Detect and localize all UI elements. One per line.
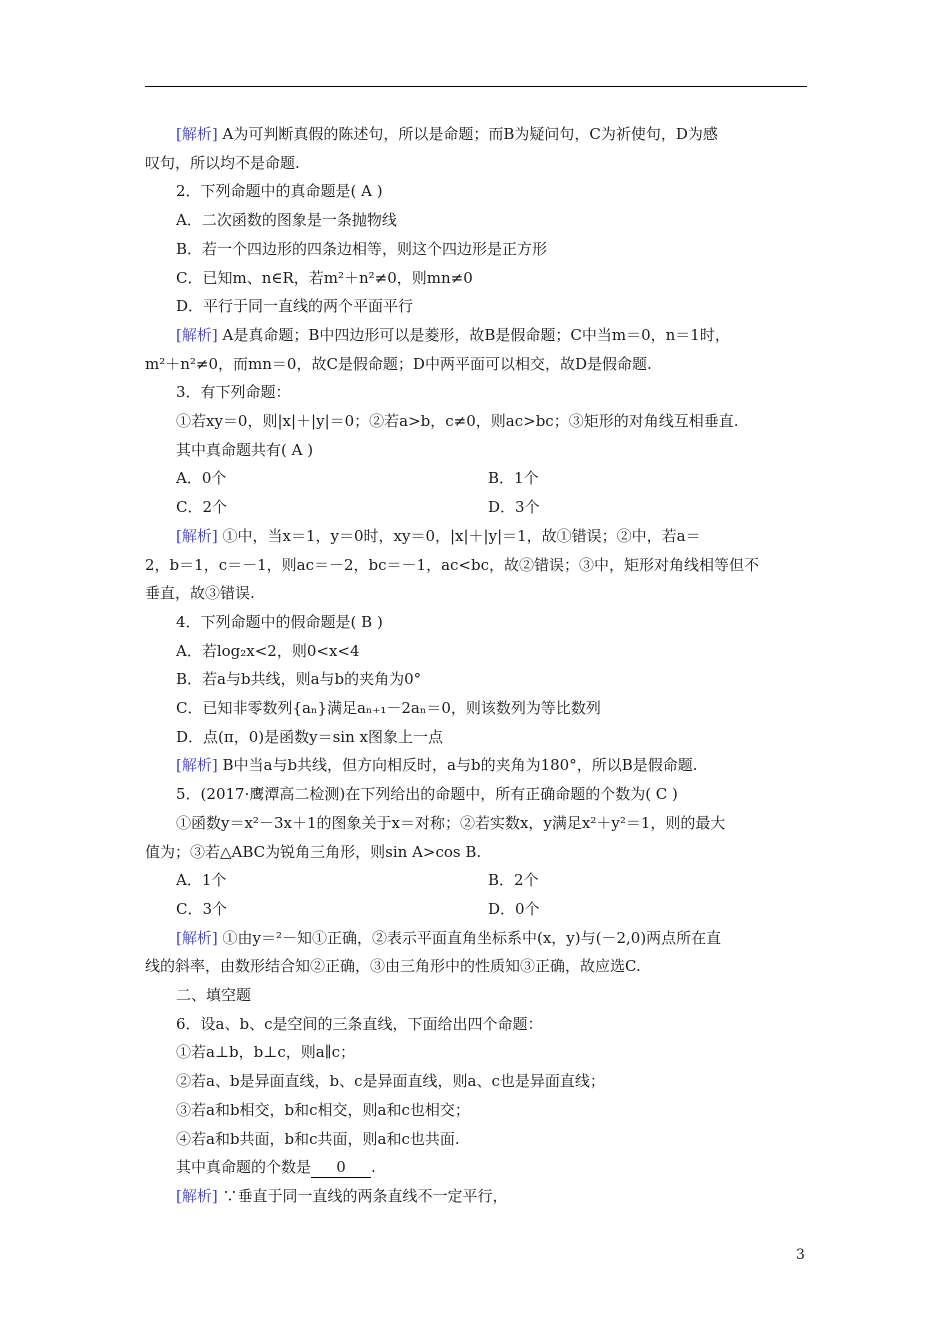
text-line [176,1157,376,1178]
line-text: A．若log₂x<2，则0<x<4 [176,641,360,660]
line-text: C．已知m、n∈R，若m²＋n²≠0，则mn≠0 [176,268,473,287]
line-text: A．1个 [176,871,227,890]
text-line [176,669,421,689]
line-text: 垂直，故③错误. [145,584,255,603]
line-text: ①函数y＝x²－3x＋1的图象关于x＝对称；②若实数x，y满足x²＋y²＝1，则的最大 [176,813,726,832]
option-text: D．3个 [488,498,540,517]
line-text: . [371,1158,376,1177]
answer-blank: 0 [311,1157,371,1178]
text-line [176,239,547,259]
line-text: ③若a和b相交，b和c相交，则a和c也相交； [176,1100,470,1119]
text-line [176,698,601,718]
text-line [176,641,360,661]
line-text: ②若a、b是异面直线，b、c是异面直线，则a、c也是异面直线； [176,1072,605,1091]
line-text: D．点(π，0)是函数y＝sin x图象上一点 [176,727,443,746]
text-line [176,727,443,747]
text-line [176,985,251,1005]
text-line [145,555,759,575]
line-text: 其中真命题的个数是 [176,1158,312,1177]
text-line [145,842,481,862]
header-rule [145,86,807,87]
text-line [176,468,226,488]
line-text: 值为；③若△ABC为锐角三角形，则sin A>cos B. [145,842,482,861]
text-line [176,210,397,230]
analysis-tag: [解析] [176,325,223,344]
text-line [176,870,226,890]
line-text: 5．(2017·鹰潭高二检测)在下列给出的命题中，所有正确命题的个数为( C ) [176,785,678,804]
analysis-tag: [解析] [176,928,223,947]
line-text: B中当a与b共线，但方向相反时，a与b的夹角为180°，所以B是假命题. [222,756,698,775]
analysis-tag: [解析] [176,1186,223,1205]
line-text: 叹句，所以均不是命题. [145,153,300,172]
line-text: A是真命题；B中四边形可以是菱形，故B是假命题；C中当m＝0，n＝1时， [222,325,730,344]
text-line [145,956,641,976]
line-text: B．若a与b共线，则a与b的夹角为0° [176,670,422,689]
line-text: ∵垂直于同一直线的两条直线不一定平行， [222,1186,508,1205]
option-text: B．2个 [488,871,539,890]
text-line [176,526,701,546]
analysis-tag: [解析] [176,756,223,775]
text-line [176,899,227,919]
text-line [176,497,227,517]
text-line [176,1042,355,1062]
text-line [176,325,730,345]
line-text: A为可判断真假的陈述句，所以是命题；而B为疑问句，C为祈使句，D为感 [222,125,718,143]
text-line [176,296,413,316]
analysis-tag: [解析] [176,125,223,143]
option-text: D．0个 [488,899,540,918]
line-text: ①由y＝²－知①正确，②表示平面直角坐标系中(x，y)与(－2,0)两点所在直 [222,928,722,947]
analysis-tag: [解析] [176,526,223,545]
text-line [176,440,313,460]
text-line [176,1071,605,1091]
text-line [176,181,383,201]
line-text: 二、填空题 [176,986,252,1004]
line-text: m²＋n²≠0，而mn＝0，故C是假命题；D中两平面可以相交，故D是假命题. [145,354,652,373]
line-text: A．0个 [176,469,227,488]
page-number: 3 [796,1247,805,1263]
text-line [176,268,473,288]
text-line [176,928,721,948]
line-text: C．已知非零数列{aₙ}满足aₙ₊₁－2aₙ＝0，则该数列为等比数列 [176,699,601,717]
line-text: 其中真命题共有( A ) [176,440,314,459]
line-text: 2．下列命题中的真命题是( A ) [176,182,383,201]
line-text: D．平行于同一直线的两个平面平行 [176,297,414,316]
line-text: 线的斜率，由数形结合知②正确，③由三角形中的性质知③正确，故应选C. [145,957,641,976]
line-text: ①若a⊥b，b⊥c，则a∥c； [176,1043,356,1062]
line-text: C．3个 [176,899,228,918]
text-line [176,612,383,632]
text-line [176,755,698,775]
line-text: 6．设a、b、c是空间的三条直线，下面给出四个命题： [176,1014,543,1033]
line-text: ①中，当x＝1，y＝0时，xy＝0，|x|＋|y|＝1，故①错误；②中，若a＝ [222,526,701,545]
line-text: 3．有下列命题： [176,383,291,402]
option-text: B．1个 [488,469,539,488]
text-line [176,784,678,804]
line-text: B．若一个四边形的四条边相等，则这个四边形是正方形 [176,239,548,258]
line-text: C．2个 [176,498,228,517]
text-line [176,1014,543,1034]
text-line [145,153,300,173]
line-text: ④若a和b共面，b和c共面，则a和c也共面. [176,1129,460,1148]
line-text: ①若xy＝0，则|x|＋|y|＝0；②若a>b，c≠0，则ac>bc；③矩形的对角线互相垂直. [176,412,739,430]
line-text: 2，b＝1，c＝－1，则ac＝－2，bc＝－1，ac<bc，故②错误；③中，矩形对角线相等但不 [145,555,759,574]
text-line [176,813,725,833]
text-line [176,1186,508,1206]
text-line [176,1129,460,1149]
text-line [176,411,738,431]
text-line [145,583,255,603]
text-line [176,124,718,144]
text-line [176,382,291,402]
text-line [176,1100,470,1120]
line-text: A．二次函数的图象是一条抛物线 [176,211,397,230]
line-text: 4．下列命题中的假命题是( B ) [176,612,383,631]
text-line [145,354,652,374]
